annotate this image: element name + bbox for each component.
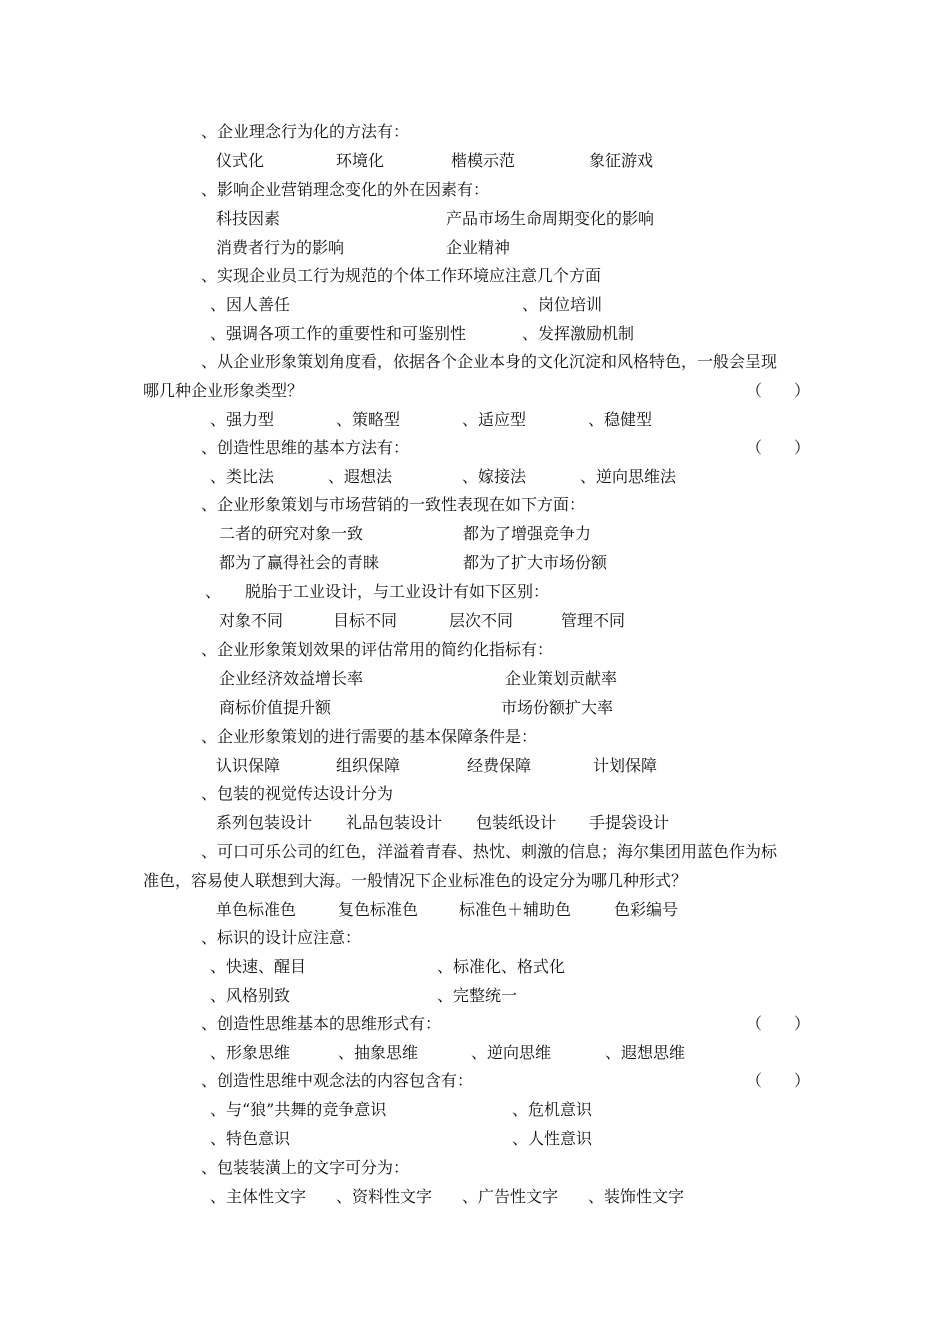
answer-parentheses: （ ） [746,1071,811,1090]
option: 目标不同 [333,611,398,630]
option: 、逆向思维法 [580,467,677,486]
answer-parentheses: （ ） [746,438,811,457]
question-stem: 、企业形象策划的进行需要的基本保障条件是： [201,727,538,746]
option: 、抽象思维 [338,1043,419,1062]
option: 、岗位培训 [522,295,603,314]
question-stem: 、包装装潢上的文字可分为： [201,1158,410,1177]
question-stem: 、可口可乐公司的红色，洋溢着青春、热忱、刺激的信息；海尔集团用蓝色作为标 [201,842,778,861]
option: 标准色＋辅助色 [459,900,572,919]
option: 、强调各项工作的重要性和可鉴别性 [210,324,467,343]
option: 、危机意识 [512,1100,593,1119]
option: 对象不同 [219,611,284,630]
option: 、资料性文字 [336,1187,433,1206]
option: 计划保障 [593,756,658,775]
option: 、完整统一 [437,986,518,1005]
question-stem-continued: 准色，容易使人联想到大海。一般情况下企业标准色的设定分为哪几种形式？ [143,871,688,890]
option: 、主体性文字 [210,1187,307,1206]
option: 市场份额扩大率 [501,698,614,717]
option: 包装纸设计 [476,813,557,832]
question-stem: 、 脱胎于工业设计，与工业设计有如下区别： [205,582,550,601]
option: 、策略型 [336,410,401,429]
option: 、风格别致 [210,986,291,1005]
option: 、嫁接法 [462,467,527,486]
question-stem: 、实现企业员工行为规范的个体工作环境应注意几个方面 [201,266,602,285]
option: 、标准化、格式化 [437,957,566,976]
question-stem: 、创造性思维中观念法的内容包含有： [201,1071,474,1090]
option: 、人性意识 [512,1129,593,1148]
option: 认识保障 [216,756,281,775]
option: 、遐想思维 [605,1043,686,1062]
option: 礼品包装设计 [346,813,443,832]
option: 商标价值提升额 [219,698,332,717]
option: 楷模示范 [451,151,516,170]
option: 、发挥激励机制 [522,324,635,343]
option: 科技因素 [216,209,281,228]
question-stem: 、创造性思维的基本方法有： [201,438,410,457]
question-stem: 、创造性思维基本的思维形式有： [201,1014,442,1033]
question-stem: 、包装的视觉传达设计分为 [201,784,394,803]
option: 系列包装设计 [216,813,313,832]
option: 色彩编号 [614,900,679,919]
question-stem: 、企业理念行为化的方法有： [201,122,410,141]
question-stem-continued: 哪几种企业形象类型？ [143,381,304,400]
question-stem: 、影响企业营销理念变化的外在因素有： [201,180,490,199]
answer-parentheses: （ ） [746,381,811,400]
question-stem: 、标识的设计应注意： [201,928,362,947]
option: 、因人善任 [210,295,291,314]
option: 手提袋设计 [589,813,670,832]
option: 消费者行为的影响 [216,238,345,257]
option: 、快速、醒目 [210,957,307,976]
option: 、与“狼”共舞的竞争意识 [210,1100,387,1119]
option: 企业经济效益增长率 [219,669,364,688]
option: 管理不同 [561,611,626,630]
option: 、稳健型 [588,410,653,429]
option: 二者的研究对象一致 [219,524,364,543]
option: 、形象思维 [210,1043,291,1062]
option: 、广告性文字 [462,1187,559,1206]
answer-parentheses: （ ） [746,1014,811,1033]
option: 、类比法 [210,467,275,486]
option: 企业策划贡献率 [505,669,618,688]
option: 象征游戏 [589,151,654,170]
option: 复色标准色 [338,900,419,919]
option: 、装饰性文字 [588,1187,685,1206]
option: 单色标准色 [216,900,297,919]
question-stem: 、企业形象策划效果的评估常用的简约化指标有： [201,640,554,659]
option: 产品市场生命周期变化的影响 [446,209,655,228]
option: 环境化 [336,151,385,170]
option: 组织保障 [336,756,401,775]
option: 层次不同 [449,611,514,630]
question-stem: 、企业形象策划与市场营销的一致性表现在如下方面： [201,495,586,514]
option: 、适应型 [462,410,527,429]
option: 经费保障 [467,756,532,775]
question-stem: 、从企业形象策划角度看，依据各个企业本身的文化沉淀和风格特色，一般会呈现 [201,352,778,371]
option: 都为了增强竞争力 [463,524,592,543]
option: 、特色意识 [210,1129,291,1148]
option: 都为了扩大市场份额 [463,553,608,572]
option: 、逆向思维 [471,1043,552,1062]
option: 仪式化 [216,151,265,170]
option: 都为了赢得社会的青睐 [219,553,380,572]
option: 、遐想法 [328,467,393,486]
option: 、强力型 [210,410,275,429]
option: 企业精神 [446,238,511,257]
